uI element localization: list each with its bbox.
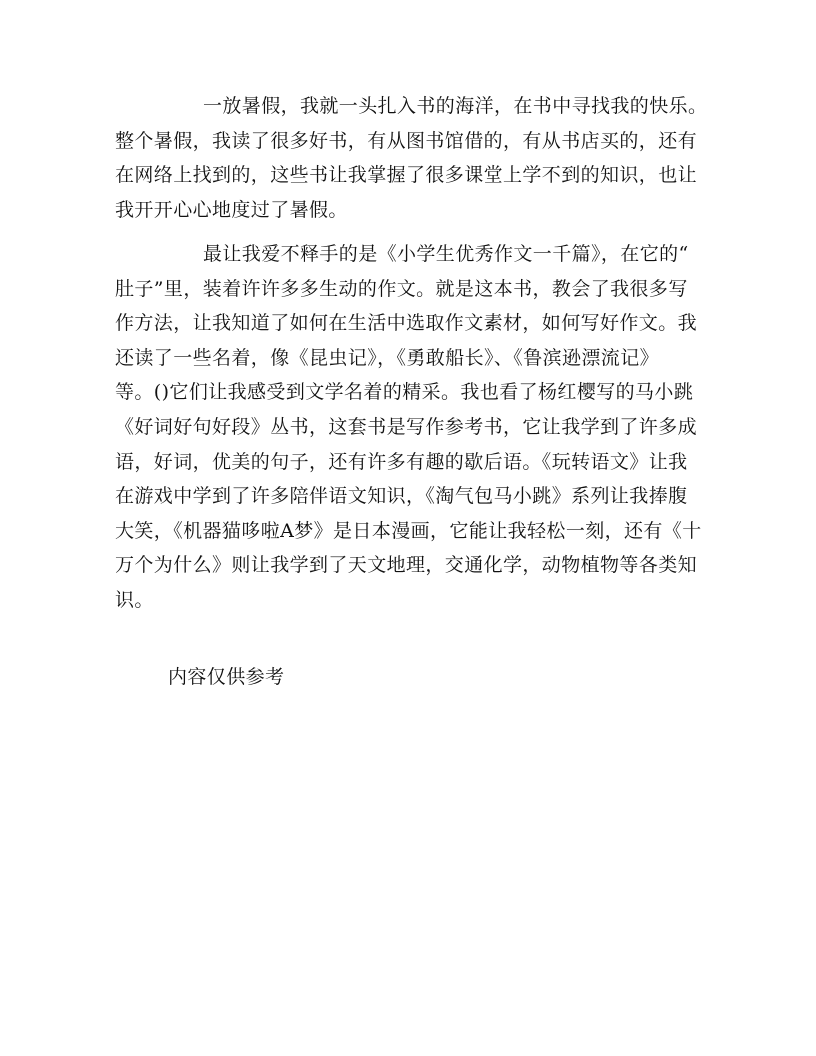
paragraph-line: 等。()它们让我感受到文学名着的精采。我也看了杨红樱写的马小跳 [115,381,694,404]
paragraph-line: 在网络上找到的，这些书让我掌握了很多课堂上学不到的知识，也让 [115,164,698,187]
paragraph-line: 作方法，让我知道了如何在生活中选取作文素材，如何写好作文。我 [115,312,698,335]
paragraph-1 [115,89,708,227]
paragraph-line: 在游戏中学到了许多陪伴语文知识，《淘气包马小跳》系列让我捧腹 [115,485,688,508]
paragraph-line: 还读了一些名着，像《昆虫记》，《勇敢船长》、《鲁滨逊漂流记》 [115,346,660,369]
paragraph-line: 万个为什么》则让我学到了天文地理，交通化学，动物植物等各类知 [115,554,698,577]
paragraph-2 [115,237,702,618]
paragraph-line: 语，好词，优美的句子，还有许多有趣的歇后语。《玩转语文》让我 [115,450,688,473]
paragraph-line: 识。 [115,588,154,611]
paragraph-line: 《好词好句好段》丛书，这套书是写作参考书，它让我学到了许多成 [115,415,698,438]
paragraph-line: 肚子”里，装着许许多多生动的作文。就是这本书，教会了我很多写 [115,277,688,300]
paragraph-line: 大笑，《机器猫哆啦A梦》是日本漫画，它能让我轻松一刻，还有《十 [115,519,702,542]
footer-note: 内容仅供参考 [168,666,285,688]
paragraph-line: 最让我爱不释手的是《小学生优秀作文一千篇》，在它的“ [203,243,689,265]
paragraph-line: 整个暑假，我读了很多好书，有从图书馆借的，有从书店买的，还有 [115,129,698,152]
paragraph-line: 一放暑假，我就一头扎入书的海洋，在书中寻找我的快乐。 [203,95,708,117]
paragraph-line: 我开开心心地度过了暑假。 [115,198,348,221]
